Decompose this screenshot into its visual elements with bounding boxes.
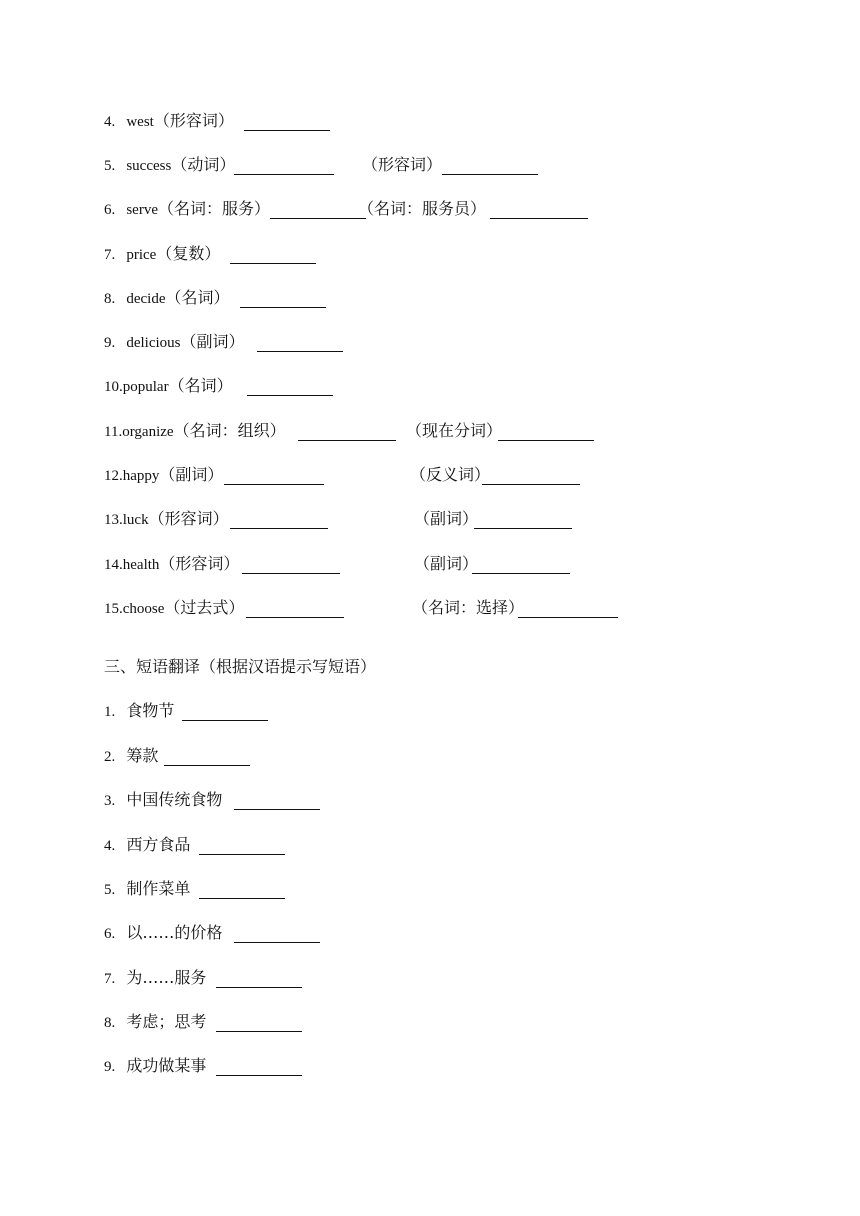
phrase-text: 中国传统食物 bbox=[126, 790, 223, 809]
item-word: luck bbox=[122, 512, 149, 528]
phrase-text: 制作菜单 bbox=[126, 879, 191, 898]
item-hint: （形容词） bbox=[148, 509, 229, 528]
item-word: success bbox=[126, 158, 172, 174]
phrase-item-7 bbox=[104, 967, 206, 989]
item-hint: （复数） bbox=[156, 244, 221, 263]
item-word: west bbox=[126, 114, 154, 130]
phrase-item-2 bbox=[104, 745, 158, 767]
item-number: 6. bbox=[104, 202, 116, 218]
item-14-line bbox=[104, 553, 479, 575]
phrase-text: 以……的价格 bbox=[126, 923, 223, 942]
item-hint: （名词：选择） bbox=[412, 598, 525, 617]
answer-blank[interactable] bbox=[246, 617, 344, 618]
answer-blank[interactable] bbox=[164, 765, 250, 766]
item-number: 4. bbox=[104, 114, 116, 130]
item-word: serve bbox=[126, 202, 158, 218]
item-4-line bbox=[104, 110, 234, 132]
item-word: decide bbox=[126, 291, 166, 307]
item-12-line bbox=[104, 464, 491, 486]
item-hint: （形容词） bbox=[153, 111, 234, 130]
answer-blank[interactable] bbox=[230, 263, 316, 264]
answer-blank[interactable] bbox=[234, 174, 334, 175]
item-number: 8. bbox=[104, 291, 116, 307]
item-6-line bbox=[104, 198, 487, 220]
answer-blank[interactable] bbox=[216, 1031, 302, 1032]
phrase-item-3 bbox=[104, 789, 222, 811]
phrase-text: 筹款 bbox=[126, 746, 159, 765]
item-word: choose bbox=[122, 601, 165, 617]
answer-blank[interactable] bbox=[230, 528, 328, 529]
item-number: 5. bbox=[104, 882, 116, 898]
answer-blank[interactable] bbox=[472, 573, 570, 574]
answer-blank[interactable] bbox=[442, 174, 538, 175]
item-11-line bbox=[104, 420, 503, 442]
item-word: happy bbox=[122, 468, 160, 484]
answer-blank[interactable] bbox=[270, 218, 366, 219]
item-number: 10. bbox=[104, 379, 123, 395]
item-number: 1. bbox=[104, 704, 116, 720]
item-number: 5. bbox=[104, 158, 116, 174]
item-7-line bbox=[104, 243, 220, 265]
answer-blank[interactable] bbox=[182, 720, 268, 721]
answer-blank[interactable] bbox=[216, 987, 302, 988]
item-hint: （名词：服务） bbox=[158, 199, 271, 218]
item-number: 9. bbox=[104, 1059, 116, 1075]
item-5-line bbox=[104, 154, 443, 176]
item-hint: （名词：组织） bbox=[173, 421, 286, 440]
answer-blank[interactable] bbox=[474, 528, 572, 529]
item-number: 12. bbox=[104, 468, 123, 484]
answer-blank[interactable] bbox=[244, 130, 330, 131]
phrase-text: 为……服务 bbox=[126, 968, 207, 987]
section-heading: 三、短语翻译（根据汉语提示写短语） bbox=[104, 657, 377, 676]
item-hint: （名词） bbox=[168, 376, 233, 395]
answer-blank[interactable] bbox=[240, 307, 326, 308]
item-hint: （名词） bbox=[165, 288, 230, 307]
phrase-item-6 bbox=[104, 922, 222, 944]
item-number: 14. bbox=[104, 557, 123, 573]
item-10-line bbox=[104, 375, 233, 397]
answer-blank[interactable] bbox=[234, 942, 320, 943]
answer-blank[interactable] bbox=[199, 898, 285, 899]
answer-blank[interactable] bbox=[518, 617, 618, 618]
item-number: 13. bbox=[104, 512, 123, 528]
answer-blank[interactable] bbox=[216, 1075, 302, 1076]
item-hint: （动词） bbox=[171, 155, 236, 174]
item-hint: （反义词） bbox=[410, 465, 491, 484]
item-hint: （形容词） bbox=[362, 155, 443, 174]
phrase-text: 西方食品 bbox=[126, 835, 191, 854]
answer-blank[interactable] bbox=[482, 484, 580, 485]
item-word: delicious bbox=[126, 335, 181, 351]
phrase-text: 成功做某事 bbox=[126, 1056, 207, 1075]
answer-blank[interactable] bbox=[199, 854, 285, 855]
item-hint: （副词） bbox=[414, 509, 479, 528]
answer-blank[interactable] bbox=[498, 440, 594, 441]
phrase-text: 食物节 bbox=[126, 701, 175, 720]
item-hint: （过去式） bbox=[164, 598, 245, 617]
item-word: health bbox=[122, 557, 160, 573]
item-number: 15. bbox=[104, 601, 123, 617]
item-9-line bbox=[104, 331, 245, 353]
answer-blank[interactable] bbox=[257, 351, 343, 352]
answer-blank[interactable] bbox=[490, 218, 588, 219]
answer-blank[interactable] bbox=[247, 395, 333, 396]
phrase-text: 考虑；思考 bbox=[126, 1012, 207, 1031]
item-number: 7. bbox=[104, 247, 116, 263]
answer-blank[interactable] bbox=[242, 573, 340, 574]
item-number: 7. bbox=[104, 971, 116, 987]
item-hint: （副词） bbox=[180, 332, 245, 351]
item-word: organize bbox=[122, 424, 174, 440]
phrase-item-5 bbox=[104, 878, 190, 900]
item-hint: （副词） bbox=[414, 554, 479, 573]
item-number: 8. bbox=[104, 1015, 116, 1031]
phrase-item-4 bbox=[104, 834, 190, 856]
item-word: popular bbox=[122, 379, 169, 395]
answer-blank[interactable] bbox=[224, 484, 324, 485]
item-number: 6. bbox=[104, 926, 116, 942]
item-hint: （名词：服务员） bbox=[358, 199, 487, 218]
phrase-item-1 bbox=[104, 700, 174, 722]
item-number: 3. bbox=[104, 793, 116, 809]
item-hint: （形容词） bbox=[159, 554, 240, 573]
item-number: 11. bbox=[104, 424, 123, 440]
item-hint: （副词） bbox=[159, 465, 224, 484]
item-number: 2. bbox=[104, 749, 116, 765]
phrase-item-9 bbox=[104, 1055, 206, 1077]
item-number: 9. bbox=[104, 335, 116, 351]
item-word: price bbox=[126, 247, 157, 263]
item-number: 4. bbox=[104, 838, 116, 854]
answer-blank[interactable] bbox=[234, 809, 320, 810]
item-15-line bbox=[104, 597, 525, 619]
item-13-line bbox=[104, 508, 479, 530]
item-8-line bbox=[104, 287, 230, 309]
answer-blank[interactable] bbox=[298, 440, 396, 441]
phrase-item-8 bbox=[104, 1011, 206, 1033]
item-hint: （现在分词） bbox=[406, 421, 503, 440]
